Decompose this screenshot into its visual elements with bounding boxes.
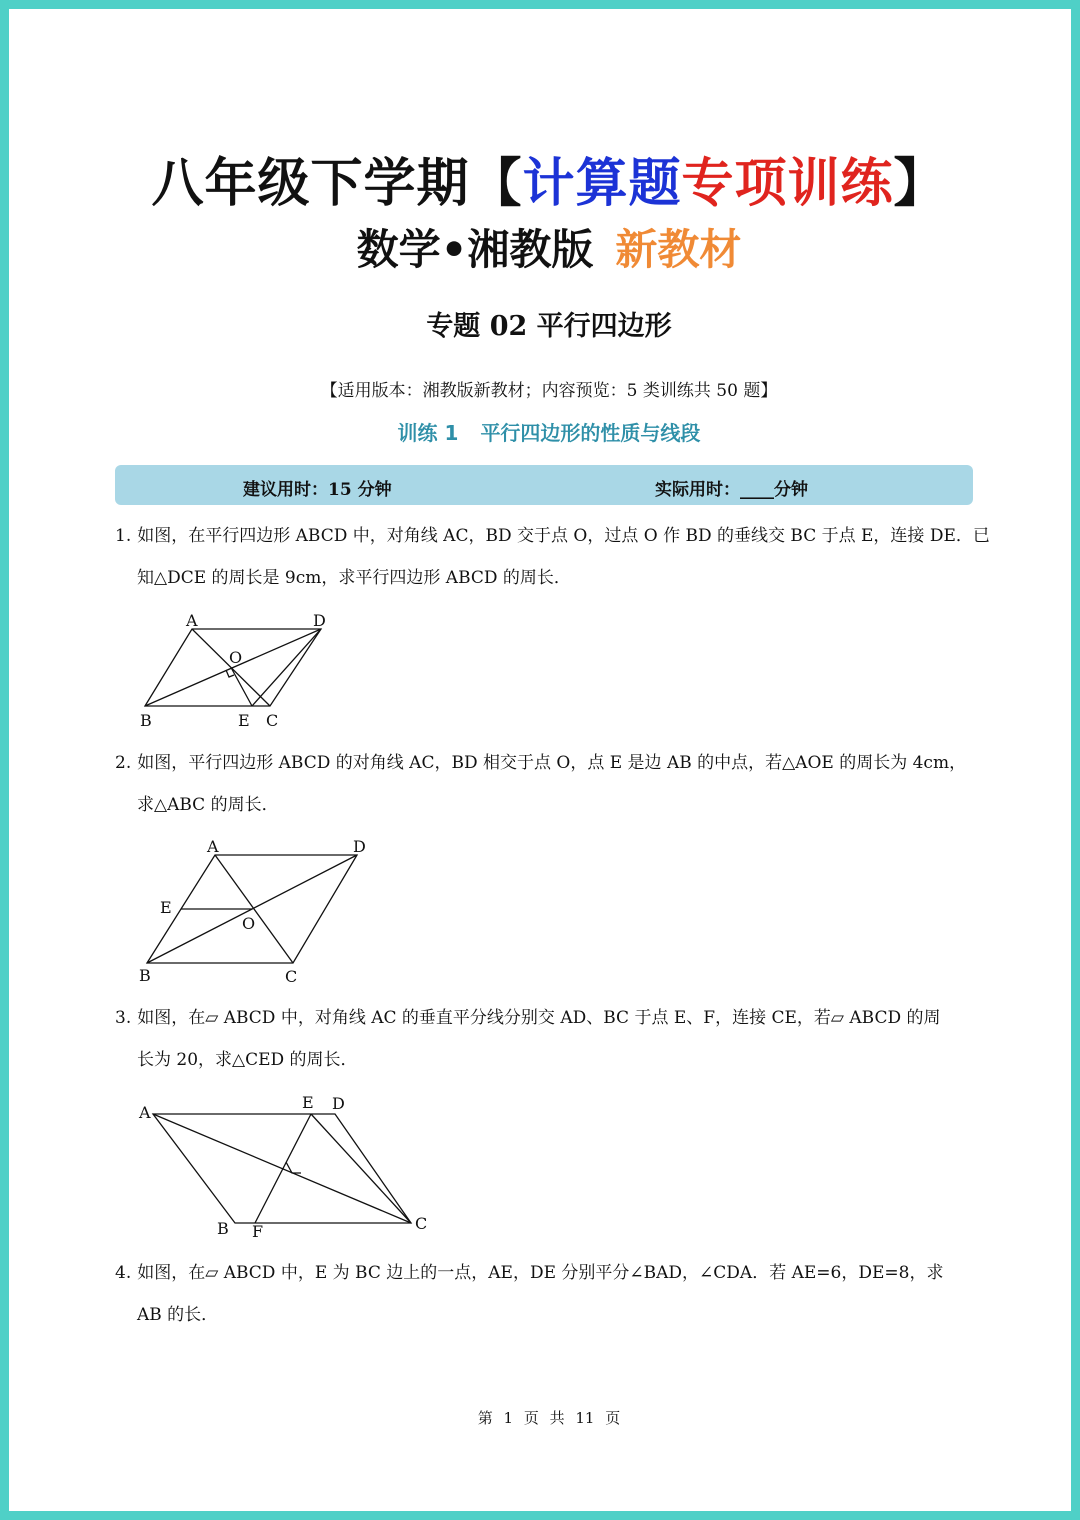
fig3-label-f: F [252, 1222, 264, 1241]
scope-note: 【适用版本：湘教版新教材；内容预览：5 类训练共 50 题】 [320, 381, 778, 401]
suggested-time: 建议用时：15 分钟 [243, 480, 392, 500]
question-1-line-1: 1. 如图，在平行四边形 ABCD 中，对角线 AC，BD 交于点 O，过点 O 作 BD 的垂线交 BC 于点 E，连接 DE．已 [115, 526, 990, 546]
training-label: 训练 1 [397, 421, 459, 445]
fig2-label-c: C [285, 967, 298, 986]
fig1-label-b: B [140, 711, 152, 730]
fig2-label-o: O [242, 914, 256, 933]
subtitle-accent: 新教材 [615, 225, 742, 274]
fig1-label-o: O [229, 648, 243, 667]
fig1-label-e: E [238, 711, 250, 730]
fig3-label-e: E [302, 1093, 314, 1112]
question-4-line-2: AB 的长． [137, 1305, 219, 1325]
fig2-label-b: B [139, 966, 151, 985]
question-4-line-1: 4. 如图，在▱ ABCD 中，E 为 BC 边上的一点，AE，DE 分别平分∠BAD，∠CDA．若 AE=6，DE=8，求 [115, 1263, 944, 1283]
actual-time: 实际用时：____分钟 [655, 480, 808, 500]
title-highlight-blue: 计算题 [522, 154, 682, 214]
training-heading [9, 417, 1080, 446]
fig3-segment-ce [311, 1114, 411, 1223]
fig3-label-d: D [332, 1094, 345, 1113]
figure-3 [135, 1089, 435, 1239]
question-1 [115, 515, 995, 599]
question-2 [115, 742, 995, 826]
fig1-segment-oe [231, 668, 252, 707]
question-3-line-1: 3. 如图，在▱ ABCD 中，对角线 AC 的垂直平分线分别交 AD、BC 于点 E、F，连接 CE，若▱ ABCD 的周 [115, 1008, 941, 1028]
fig2-label-d: D [353, 837, 366, 856]
fig1-label-c: C [266, 711, 279, 730]
figure-1 [135, 609, 335, 734]
fig3-segment-ef [255, 1114, 311, 1223]
time-bar [115, 465, 973, 505]
page-footer: 第 1 页 共 11 页 [477, 1409, 621, 1427]
question-3 [115, 997, 995, 1081]
subtitle: 数学•湘教版 新教材 [356, 225, 742, 274]
fig1-segment-de [252, 629, 321, 706]
question-2-line-1: 2. 如图，平行四边形 ABCD 的对角线 AC，BD 相交于点 O，点 E 是边 AB 的中点，若△AOE 的周长为 4cm， [115, 753, 967, 773]
fig1-diagonal-bd [145, 629, 321, 706]
training-title: 平行四边形的性质与线段 [480, 421, 701, 445]
topic-heading: 专题 02 平行四边形 [426, 311, 672, 342]
question-3-line-2: 长为 20，求△CED 的周长． [137, 1050, 358, 1070]
fig1-label-a: A [186, 611, 198, 630]
question-1-line-2: 知△DCE 的周长是 9cm，求平行四边形 ABCD 的周长． [137, 568, 571, 588]
fig3-label-a: A [139, 1103, 151, 1122]
fig1-label-d: D [313, 611, 326, 630]
fig3-label-c: C [415, 1214, 428, 1233]
main-title: 八年级下学期【计算题专项训练】 [151, 154, 947, 214]
question-2-line-2: 求△ABC 的周长． [137, 795, 279, 815]
fig3-label-b: B [217, 1219, 229, 1238]
title-highlight-red: 专项训练 [681, 154, 894, 214]
figure-2 [135, 835, 375, 985]
question-4 [115, 1252, 995, 1336]
fig2-label-a: A [207, 837, 219, 856]
fig2-label-e: E [160, 898, 172, 917]
